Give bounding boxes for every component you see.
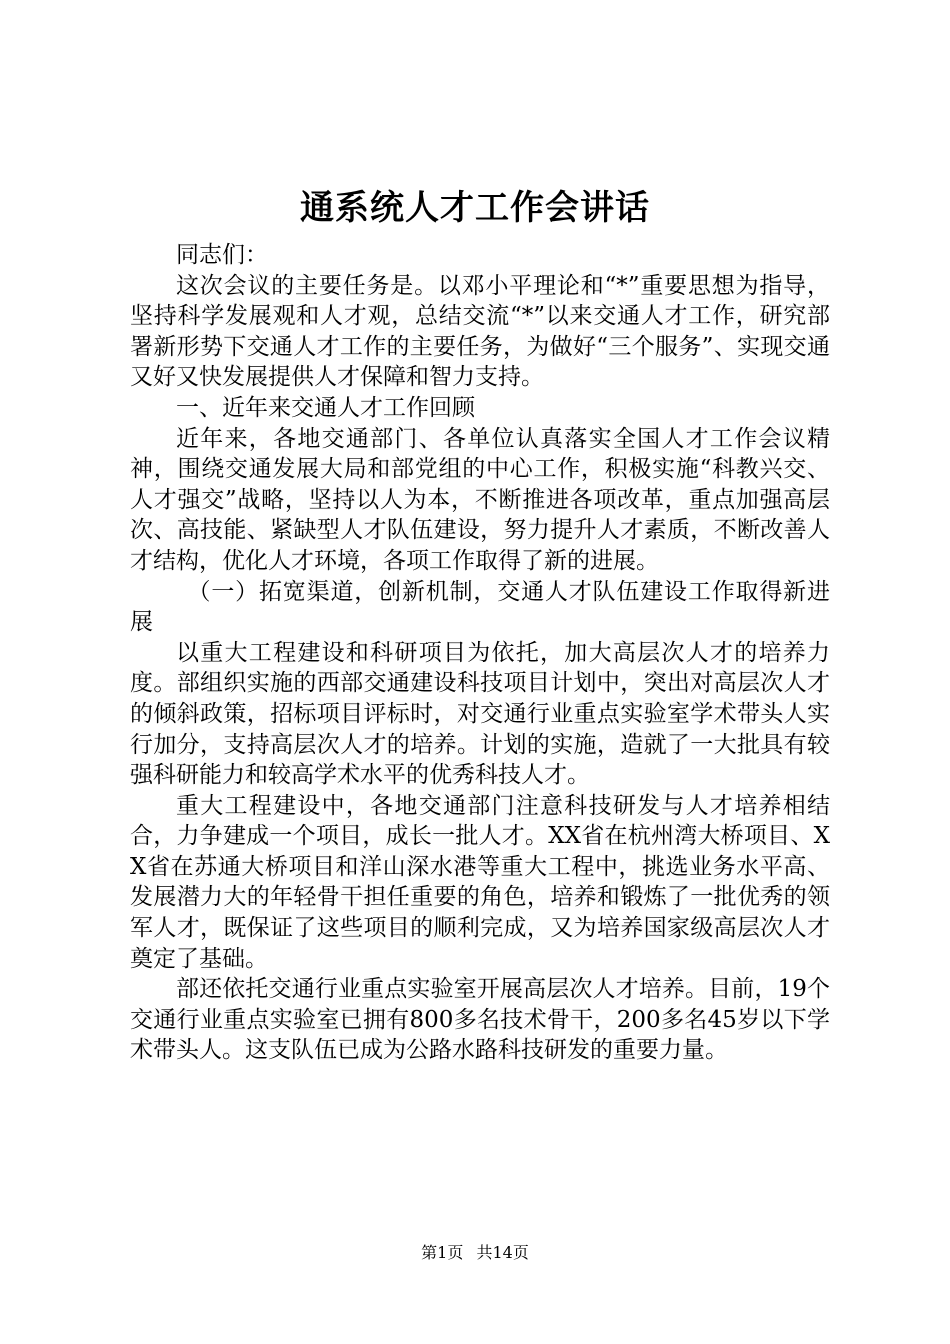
- page-number: 第1页: [421, 1243, 464, 1262]
- section-heading: 一、近年来交通人才工作回顾: [176, 394, 475, 421]
- paragraph: 重大工程建设中，各地交通部门注意科技研发与人才培养相结合，力争建成一个项目，成长一批人才。XX省在杭州湾大桥项目、XX省在苏通大桥项目和洋山深水港等重大工程中，挑选业务水平高、发展潜力大的年轻骨干担任重要的角色，培养和锻炼了一批优秀的领军人才，既保证了这些项目的顺利完成，又为培养国家级高层次人才奠定了基础。: [130, 792, 830, 972]
- page-total: 共14页: [476, 1243, 529, 1262]
- paragraph: 这次会议的主要任务是。以邓小平理论和“*”重要思想为指导，坚持科学发展观和人才观，总结交流“*”以来交通人才工作，研究部署新形势下交通人才工作的主要任务，为做好“三个服务”、实现交通又好又快发展提供人才保障和智力支持。: [130, 272, 830, 391]
- document-title: 通系统人才工作会讲话: [300, 188, 650, 228]
- salutation: 同志们：: [176, 242, 268, 268]
- paragraph: 部还依托交通行业重点实验室开展高层次人才培养。目前，19个交通行业重点实验室已拥有800多名技术骨干，200多名45岁以下学术带头人。这支队伍已成为公路水路科技研发的重要力量。: [130, 976, 830, 1064]
- subsection-heading: （一）拓宽渠道，创新机制，交通人才队伍建设工作取得新进展: [130, 578, 830, 636]
- page-footer: [0, 1243, 950, 1263]
- paragraph: 近年来，各地交通部门、各单位认真落实全国人才工作会议精神，围绕交通发展大局和部党组的中心工作，积极实施“科教兴交、人才强交”战略，坚持以人为本，不断推进各项改革，重点加强高层次、高技能、紧缺型人才队伍建设，努力提升人才素质，不断改善人才结构，优化人才环境，各项工作取得了新的进展。: [130, 425, 830, 574]
- document-body: [130, 240, 830, 1066]
- paragraph: 以重大工程建设和科研项目为依托，加大高层次人才的培养力度。部组织实施的西部交通建设科技项目计划中，突出对高层次人才的倾斜政策，招标项目评标时，对交通行业重点实验室学术带头人实行加分，支持高层次人才的培养。计划的实施，造就了一大批具有较强科研能力和较高学术水平的优秀科技人才。: [130, 639, 830, 789]
